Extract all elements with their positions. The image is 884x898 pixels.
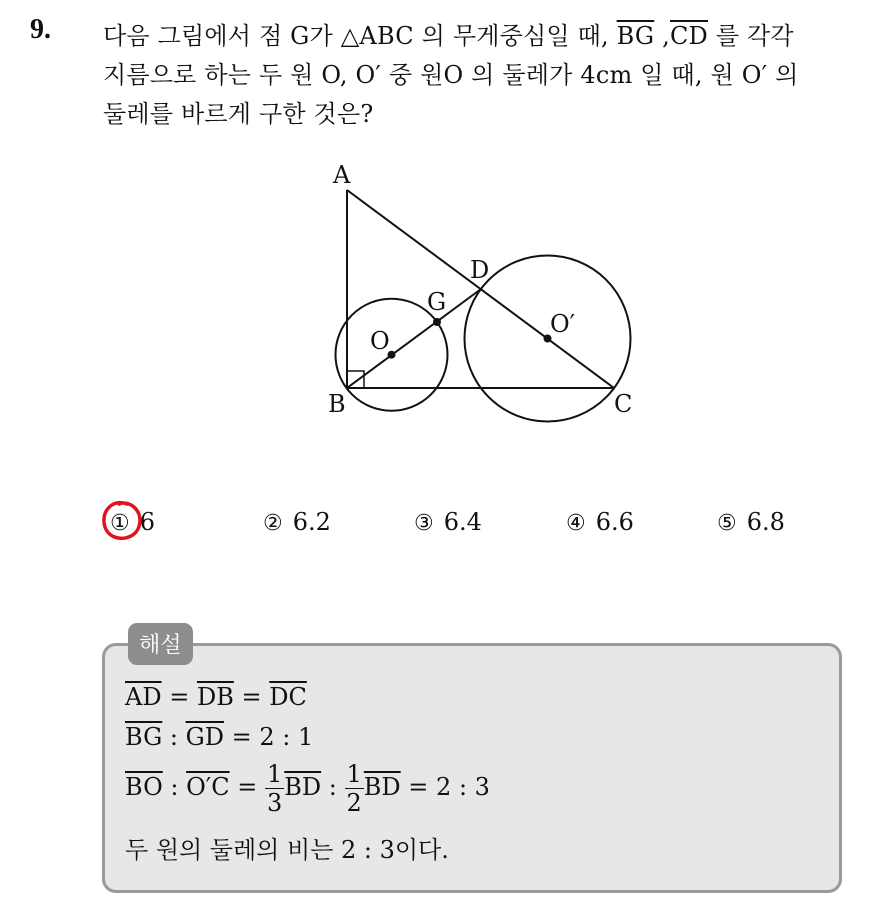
choice-5-number: ⑤ — [717, 511, 737, 536]
ratio-sep: : — [162, 723, 186, 751]
explanation-line-3 — [125, 762, 490, 815]
choice-1-number: ① — [110, 511, 130, 536]
label-b: B — [328, 390, 346, 418]
explanation-line-1 — [125, 683, 307, 711]
choice-3-number: ③ — [414, 511, 434, 536]
equals-3: = — [229, 773, 265, 801]
segment-db: $\overline{DB}$ — [196, 683, 234, 711]
segment-o-prime-c: O′C — [186, 773, 230, 801]
equals-2: = — [233, 683, 270, 711]
label-o-prime: O′ — [550, 310, 576, 338]
segment-ad: $\overline{AD}$ — [125, 683, 162, 711]
segment-cd: $\overline{CD}$ — [669, 22, 708, 50]
label-g: G — [427, 288, 447, 316]
explanation-line-4: 두 원의 둘레의 비는 2 : 3이다. — [125, 836, 449, 864]
choice-5-value: 6.8 — [746, 508, 785, 536]
segment-bg-2: $\overline{BG}$ — [125, 723, 163, 751]
label-o: O — [370, 327, 390, 355]
choice-3[interactable] — [414, 508, 482, 536]
choice-4[interactable] — [566, 508, 634, 536]
question-line-2: 지름으로 하는 두 원 O, O′ 중 원O 의 둘레가 4cm 일 때, 원 O′ 의 — [103, 61, 799, 89]
ratio-sep-1: : — [162, 773, 187, 801]
segment-bd-2: $\overline{BD}$ — [363, 773, 401, 801]
label-a: A — [333, 161, 351, 189]
question-line-1-post: 를 각각 — [707, 22, 794, 50]
choice-5[interactable] — [717, 508, 785, 536]
fraction-one-half — [345, 762, 364, 815]
point-g — [433, 318, 441, 326]
fraction-1-denominator: 3 — [266, 789, 283, 817]
equals-1: = — [161, 683, 197, 711]
choice-1-value: 6 — [139, 508, 156, 536]
question-line-1 — [103, 16, 794, 51]
segment-dc: $\overline{DC}$ — [269, 683, 307, 711]
question-number: 9. — [30, 14, 51, 45]
segment-bo: $\overline{BO}$ — [125, 773, 163, 801]
fraction-1-numerator: 1 — [266, 760, 283, 788]
explanation-tab: 해설 — [128, 623, 193, 665]
question-line-1-pre: 다음 그림에서 점 G가 △ABC 의 무게중심일 때, — [103, 22, 617, 50]
choice-2[interactable] — [263, 508, 331, 536]
segment-gd: $\overline{GD}$ — [185, 723, 225, 751]
ratio-sep-2: : — [321, 773, 345, 801]
label-c: C — [614, 390, 633, 418]
fraction-one-third — [265, 762, 284, 815]
segment-bd-1: $\overline{BD}$ — [284, 773, 322, 801]
question-line-3: 둘레를 바르게 구한 것은? — [103, 100, 374, 128]
choice-4-value: 6.6 — [595, 508, 634, 536]
fraction-2-denominator: 2 — [346, 789, 362, 817]
choice-2-value: 6.2 — [292, 508, 331, 536]
fraction-2-numerator: 1 — [346, 760, 362, 788]
answer-circle-mark — [97, 496, 149, 548]
segment-bg: $\overline{BG}$ — [616, 22, 655, 50]
ratio-result: = 2 : 1 — [224, 723, 314, 751]
explanation-line-2 — [125, 723, 313, 751]
triangle-circles-figure — [300, 150, 660, 435]
ratio-result-2: = 2 : 3 — [400, 773, 490, 801]
choice-2-number: ② — [263, 511, 283, 536]
choice-3-value: 6.4 — [443, 508, 482, 536]
segment-separator: , — [654, 22, 670, 50]
label-d: D — [470, 256, 490, 284]
choice-4-number: ④ — [566, 511, 586, 536]
